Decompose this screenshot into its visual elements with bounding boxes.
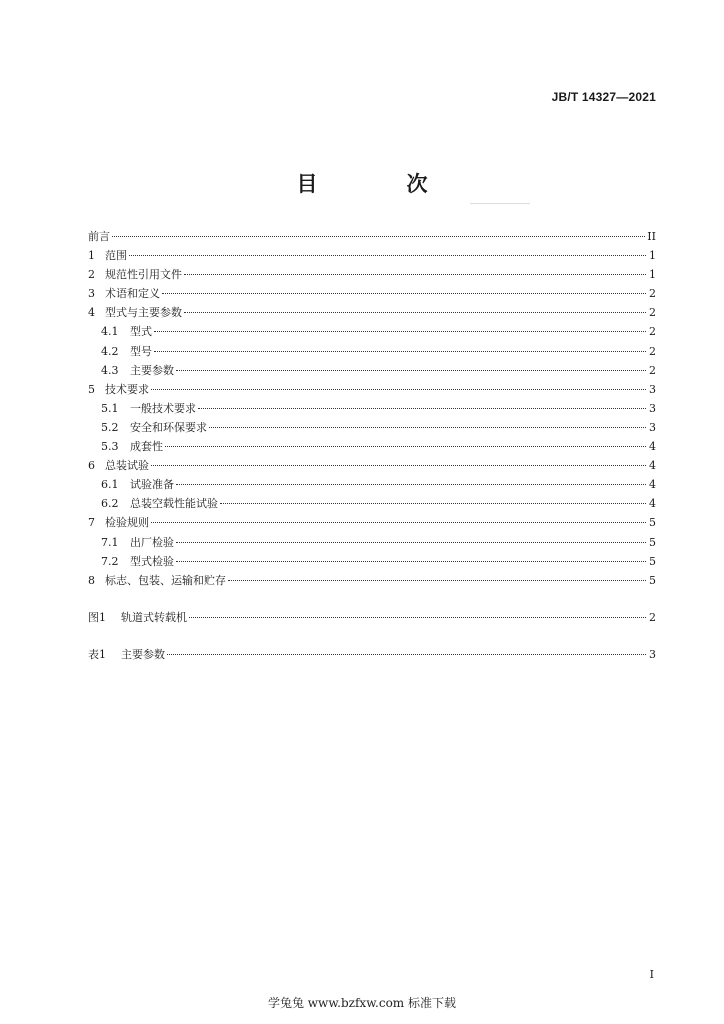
table-list-entry[interactable] bbox=[88, 645, 656, 664]
toc-entry-page: II bbox=[647, 230, 656, 243]
toc-entry-number: 6.1 bbox=[101, 478, 119, 492]
toc-entry-page: 4 bbox=[649, 459, 656, 473]
figure-list-entry[interactable] bbox=[88, 608, 656, 627]
toc-entry-label: 主要参数 bbox=[130, 363, 174, 377]
toc-entry-page: 1 bbox=[649, 249, 656, 263]
toc-entry[interactable] bbox=[88, 380, 656, 399]
toc-entry-number: 5.3 bbox=[101, 440, 119, 454]
toc-entry[interactable] bbox=[88, 475, 656, 494]
toc-entry-number: 5.2 bbox=[101, 420, 119, 434]
toc-entry-page: 2 bbox=[649, 325, 656, 339]
dot-leader bbox=[176, 542, 646, 543]
toc-entry-page: 4 bbox=[649, 440, 656, 454]
toc-entry[interactable] bbox=[88, 494, 656, 513]
toc-entry-number: 6 bbox=[88, 459, 95, 473]
toc-entry[interactable] bbox=[88, 227, 656, 246]
dot-leader bbox=[184, 274, 646, 275]
scan-artifact bbox=[470, 203, 530, 204]
toc-entry-number: 7 bbox=[88, 516, 95, 530]
toc-entry[interactable] bbox=[88, 533, 656, 552]
toc-entry-label: 出厂检验 bbox=[130, 535, 174, 549]
toc-entry-label: 主要参数 bbox=[121, 647, 165, 661]
dot-leader bbox=[154, 331, 646, 332]
toc-entry-number: 4.2 bbox=[101, 344, 119, 358]
toc-entry[interactable] bbox=[88, 265, 656, 284]
toc-entry-label: 总装空载性能试验 bbox=[130, 497, 218, 511]
toc-entry-label: 一般技术要求 bbox=[130, 401, 196, 415]
toc-entry-label: 型式检验 bbox=[130, 554, 174, 568]
toc-entry-number: 8 bbox=[88, 573, 95, 587]
toc-entry[interactable] bbox=[88, 456, 656, 475]
dot-leader bbox=[129, 255, 646, 256]
toc-entry-number: 2 bbox=[88, 268, 95, 282]
toc-entry-page: 3 bbox=[649, 401, 656, 415]
dot-leader bbox=[176, 484, 646, 485]
dot-leader bbox=[228, 580, 646, 581]
page-number: I bbox=[649, 968, 654, 981]
dot-leader bbox=[167, 654, 646, 655]
toc-entry-label: 范围 bbox=[105, 249, 127, 263]
toc-entry-label: 型号 bbox=[130, 344, 152, 358]
toc-entry-label: 型式 bbox=[130, 325, 152, 339]
toc-entry-page: 4 bbox=[649, 497, 656, 511]
table-of-contents bbox=[88, 227, 656, 664]
toc-entry-page: 5 bbox=[649, 573, 656, 587]
toc-entry-number: 表1 bbox=[88, 647, 106, 661]
toc-entry-number: 7.1 bbox=[101, 535, 119, 549]
toc-entry-number: 1 bbox=[88, 249, 95, 263]
toc-entry-number: 4 bbox=[88, 306, 95, 320]
toc-entry-number: 6.2 bbox=[101, 497, 119, 511]
toc-entry-page: 5 bbox=[649, 535, 656, 549]
toc-entry-page: 5 bbox=[649, 516, 656, 530]
toc-entry-page: 2 bbox=[649, 344, 656, 358]
toc-entry-number: 5 bbox=[88, 382, 95, 396]
dot-leader bbox=[189, 617, 646, 618]
toc-entry-label: 型式与主要参数 bbox=[105, 306, 182, 320]
dot-leader bbox=[209, 427, 646, 428]
toc-entry-page: 2 bbox=[649, 610, 656, 624]
toc-entry-page: 3 bbox=[649, 420, 656, 434]
dot-leader bbox=[154, 351, 646, 352]
toc-entry-label: 检验规则 bbox=[105, 516, 149, 530]
toc-entry-label: 试验准备 bbox=[130, 478, 174, 492]
toc-entry[interactable] bbox=[88, 303, 656, 322]
toc-entry[interactable] bbox=[88, 437, 656, 456]
toc-entry-number: 4.3 bbox=[101, 363, 119, 377]
toc-entry-label: 技术要求 bbox=[105, 382, 149, 396]
dot-leader bbox=[112, 236, 645, 237]
toc-entry[interactable] bbox=[88, 284, 656, 303]
dot-leader bbox=[198, 408, 646, 409]
toc-entry-label: 总装试验 bbox=[105, 459, 149, 473]
toc-entry[interactable] bbox=[88, 399, 656, 418]
toc-entry-page: 4 bbox=[649, 478, 656, 492]
toc-entry-number: 4.1 bbox=[101, 325, 119, 339]
dot-leader bbox=[162, 293, 646, 294]
dot-leader bbox=[151, 465, 646, 466]
toc-entry-page: 1 bbox=[649, 268, 656, 282]
toc-entry-label: 规范性引用文件 bbox=[105, 268, 182, 282]
toc-entry-number: 3 bbox=[88, 287, 95, 301]
toc-entry-number: 图1 bbox=[88, 610, 106, 624]
toc-entry[interactable] bbox=[88, 361, 656, 380]
dot-leader bbox=[176, 370, 646, 371]
toc-entry[interactable] bbox=[88, 513, 656, 532]
dot-leader bbox=[184, 312, 646, 313]
toc-entry-page: 3 bbox=[649, 647, 656, 661]
toc-entry-page: 5 bbox=[649, 554, 656, 568]
toc-entry-label: 安全和环保要求 bbox=[130, 420, 207, 434]
toc-entry[interactable] bbox=[88, 552, 656, 571]
toc-entry-label: 成套性 bbox=[130, 440, 163, 454]
toc-entry-page: 2 bbox=[649, 306, 656, 320]
toc-entry-label: 轨道式转载机 bbox=[121, 610, 187, 624]
dot-leader bbox=[151, 522, 646, 523]
toc-entry-number: 7.2 bbox=[101, 554, 119, 568]
dot-leader bbox=[220, 503, 646, 504]
toc-entry-number: 5.1 bbox=[101, 401, 119, 415]
toc-entry[interactable] bbox=[88, 322, 656, 341]
toc-entry-page: 2 bbox=[649, 363, 656, 377]
toc-entry-label: 标志、包装、运输和贮存 bbox=[105, 573, 226, 587]
standard-code: JB/T 14327—2021 bbox=[551, 90, 656, 104]
dot-leader bbox=[151, 389, 646, 390]
toc-entry-page: 2 bbox=[649, 287, 656, 301]
toc-entry[interactable] bbox=[88, 342, 656, 361]
toc-entry-label: 前言 bbox=[88, 230, 110, 243]
toc-entry-label: 术语和定义 bbox=[105, 287, 160, 301]
toc-entry-page: 3 bbox=[649, 382, 656, 396]
dot-leader bbox=[176, 561, 646, 562]
toc-entry[interactable] bbox=[88, 418, 656, 437]
toc-entry[interactable] bbox=[88, 246, 656, 265]
page-title: 目 次 bbox=[296, 172, 462, 196]
footer-watermark-text: 学兔兔 www.bzfxw.com 标准下载 bbox=[267, 996, 457, 1010]
toc-entry[interactable] bbox=[88, 571, 656, 590]
dot-leader bbox=[165, 446, 646, 447]
